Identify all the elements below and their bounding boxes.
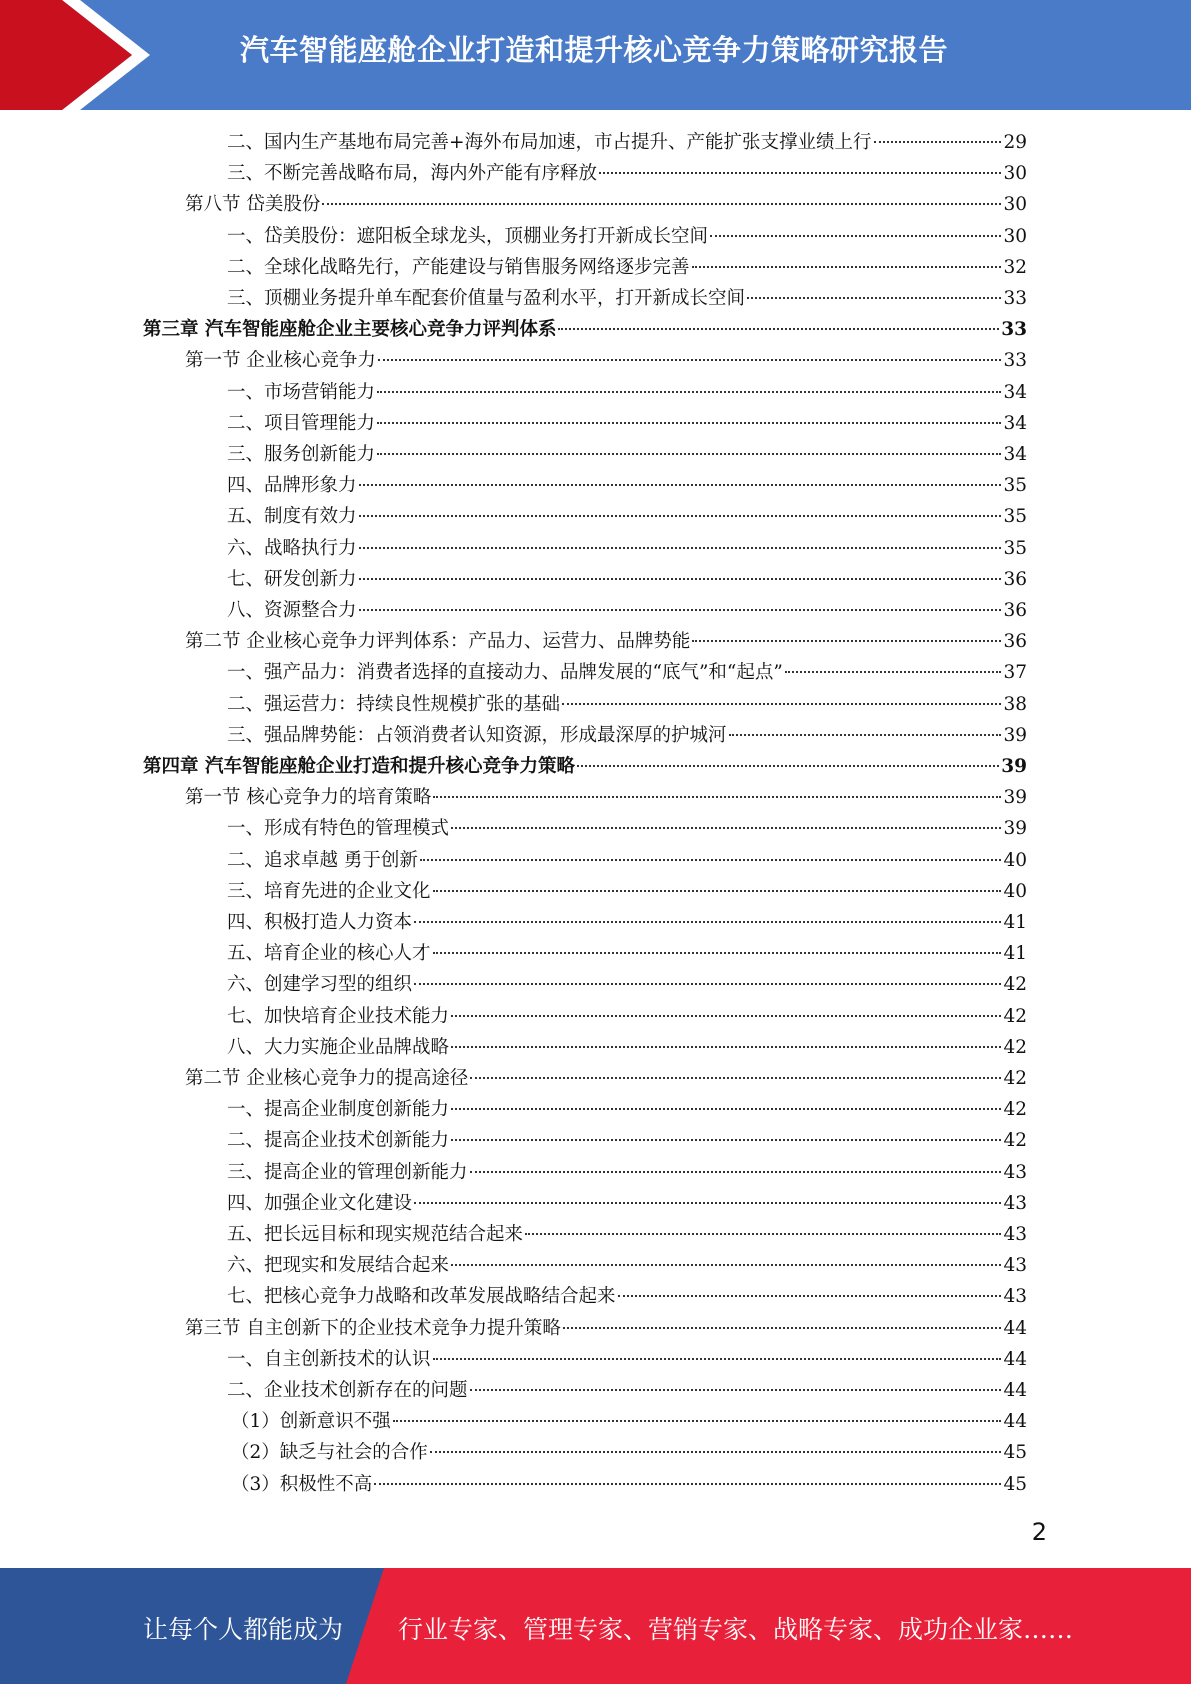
toc-entry[interactable] bbox=[227, 502, 1027, 532]
toc-entry[interactable] bbox=[185, 783, 1027, 813]
toc-entry-page: 34 bbox=[1003, 381, 1027, 403]
toc-dot-leader bbox=[359, 515, 1002, 517]
toc-entry[interactable] bbox=[227, 1002, 1027, 1032]
toc-entry-page: 30 bbox=[1003, 225, 1027, 247]
toc-entry-page: 44 bbox=[1003, 1411, 1027, 1433]
toc-entry-title: 一、市场营销能力 bbox=[227, 381, 376, 403]
toc-entry[interactable] bbox=[227, 565, 1027, 595]
toc-entry-page: 32 bbox=[1003, 256, 1027, 278]
toc-entry-page: 39 bbox=[1001, 756, 1027, 777]
toc-entry-page: 44 bbox=[1003, 1317, 1027, 1339]
toc-entry[interactable] bbox=[227, 721, 1027, 751]
toc-entry-title: 第三章 汽车智能座舱企业主要核心竞争力评判体系 bbox=[143, 319, 557, 341]
toc-dot-leader bbox=[470, 1077, 1001, 1079]
toc-entry-page: 44 bbox=[1003, 1380, 1027, 1401]
toc-entry-page: 42 bbox=[1003, 1130, 1027, 1152]
toc-entry-page: 33 bbox=[1001, 319, 1027, 341]
toc-entry[interactable] bbox=[227, 1126, 1027, 1156]
report-header bbox=[0, 0, 1191, 110]
report-footer bbox=[0, 1568, 1191, 1684]
toc-entry[interactable] bbox=[231, 1438, 1027, 1468]
footer-slogan-left: 让每个人都能成为 bbox=[143, 1615, 344, 1644]
toc-dot-leader bbox=[451, 1264, 1001, 1266]
toc-entry[interactable] bbox=[227, 1345, 1027, 1375]
toc-entry-title: 三、服务创新能力 bbox=[227, 444, 376, 465]
toc-entry-title: 七、加快培育企业技术能力 bbox=[227, 1005, 450, 1027]
toc-dot-leader bbox=[414, 983, 1001, 985]
toc-entry-page: 33 bbox=[1003, 350, 1027, 372]
toc-dot-leader bbox=[562, 703, 1001, 705]
toc-entry-page: 42 bbox=[1003, 1005, 1027, 1027]
toc-entry-title: 一、提高企业制度创新能力 bbox=[227, 1099, 450, 1121]
toc-entry[interactable] bbox=[227, 658, 1027, 688]
toc-entry[interactable] bbox=[227, 534, 1027, 564]
toc-dot-leader bbox=[451, 1046, 1001, 1048]
toc-entry-title: 二、国内生产基地布局完善+海外布局加速，市占提升、产能扩张支撑业绩上行 bbox=[227, 132, 872, 153]
toc-dot-leader bbox=[692, 640, 1001, 642]
toc-entry[interactable] bbox=[227, 596, 1027, 626]
toc-dot-leader bbox=[558, 328, 999, 330]
toc-entry-page: 42 bbox=[1003, 974, 1027, 996]
toc-entry[interactable] bbox=[227, 908, 1027, 938]
toc-entry-title: （1）创新意识不强 bbox=[231, 1411, 391, 1433]
toc-entry[interactable] bbox=[143, 315, 1027, 345]
toc-entry-title: 二、企业技术创新存在的问题 bbox=[227, 1380, 468, 1401]
page-number: 2 bbox=[1031, 1518, 1047, 1546]
toc-dot-leader bbox=[420, 859, 1002, 861]
toc-entry-page: 41 bbox=[1003, 943, 1027, 965]
toc-dot-leader bbox=[322, 203, 1001, 205]
toc-entry-title: 五、把长远目标和现实规范结合起来 bbox=[227, 1224, 524, 1245]
toc-entry-title: 第二节 企业核心竞争力评判体系：产品力、运营力、品牌势能 bbox=[185, 631, 691, 653]
toc-dot-leader bbox=[470, 1389, 1002, 1391]
toc-entry[interactable] bbox=[227, 1376, 1027, 1406]
toc-entry-page: 39 bbox=[1003, 818, 1027, 840]
toc-dot-leader bbox=[433, 796, 1001, 798]
toc-entry-page: 30 bbox=[1003, 194, 1027, 216]
toc-entry-title: 二、全球化战略先行，产能建设与销售服务网络逐步完善 bbox=[227, 256, 690, 278]
toc-entry-title: 一、强产品力：消费者选择的直接动力、品牌发展的“底气”和“起点” bbox=[227, 662, 783, 684]
toc-entry-title: 八、资源整合力 bbox=[227, 600, 357, 621]
toc-entry-page: 39 bbox=[1003, 724, 1027, 746]
toc-dot-leader bbox=[359, 578, 1002, 580]
toc-entry-page: 35 bbox=[1003, 475, 1027, 497]
toc-dot-leader bbox=[563, 1327, 1002, 1329]
toc-entry-title: 第三节 自主创新下的企业技术竞争力提升策略 bbox=[185, 1317, 561, 1339]
toc-dot-leader bbox=[377, 422, 1001, 424]
toc-dot-leader bbox=[692, 266, 1002, 268]
toc-dot-leader bbox=[451, 1015, 1001, 1017]
toc-dot-leader bbox=[710, 235, 1001, 237]
toc-dot-leader bbox=[433, 1358, 1002, 1360]
toc-entry-title: 七、研发创新力 bbox=[227, 568, 357, 590]
toc-dot-leader bbox=[599, 172, 1001, 174]
toc-entry-page: 43 bbox=[1003, 1286, 1027, 1308]
toc-entry-page: 36 bbox=[1003, 600, 1027, 621]
toc-entry-page: 43 bbox=[1003, 1224, 1027, 1245]
toc-entry[interactable] bbox=[227, 1158, 1027, 1188]
toc-entry[interactable] bbox=[227, 471, 1027, 501]
toc-entry[interactable] bbox=[227, 1220, 1027, 1250]
toc-entry-page: 37 bbox=[1003, 662, 1027, 684]
toc-entry[interactable] bbox=[231, 1407, 1027, 1437]
toc-entry[interactable] bbox=[227, 128, 1027, 158]
toc-dot-leader bbox=[729, 734, 1002, 736]
toc-entry-title: 八、大力实施企业品牌战略 bbox=[227, 1036, 450, 1058]
toc-dot-leader bbox=[377, 391, 1001, 393]
toc-entry[interactable] bbox=[227, 409, 1027, 439]
toc-entry-page: 44 bbox=[1003, 1348, 1027, 1370]
toc-entry-title: 二、项目管理能力 bbox=[227, 412, 376, 434]
toc-entry-title: 一、岱美股份：遮阳板全球龙头，顶棚业务打开新成长空间 bbox=[227, 225, 709, 247]
toc-entry[interactable] bbox=[227, 814, 1027, 844]
toc-entry[interactable] bbox=[227, 1189, 1027, 1219]
toc-dot-leader bbox=[451, 827, 1001, 829]
toc-entry-title: 三、提高企业的管理创新能力 bbox=[227, 1161, 468, 1183]
toc-entry-title: 第四章 汽车智能座舱企业打造和提升核心竞争力策略 bbox=[143, 756, 575, 777]
toc-entry[interactable] bbox=[227, 970, 1027, 1000]
toc-entry[interactable] bbox=[227, 690, 1027, 720]
toc-dot-leader bbox=[577, 765, 999, 767]
toc-entry-page: 39 bbox=[1003, 787, 1027, 809]
toc-entry-title: 二、提高企业技术创新能力 bbox=[227, 1130, 450, 1152]
toc-entry[interactable] bbox=[227, 877, 1027, 907]
toc-entry[interactable] bbox=[185, 1064, 1027, 1094]
toc-entry-title: 六、创建学习型的组织 bbox=[227, 974, 413, 996]
toc-entry[interactable] bbox=[227, 378, 1027, 408]
toc-entry[interactable] bbox=[227, 159, 1027, 189]
toc-dot-leader bbox=[433, 890, 1002, 892]
toc-entry-page: 35 bbox=[1003, 506, 1027, 528]
toc-entry-title: 第一节 核心竞争力的培育策略 bbox=[185, 787, 432, 809]
toc-dot-leader bbox=[359, 547, 1002, 549]
toc-dot-leader bbox=[430, 1451, 1002, 1453]
toc-entry-title: （2）缺乏与社会的合作 bbox=[231, 1442, 428, 1464]
toc-dot-leader bbox=[451, 1108, 1001, 1110]
toc-entry-page: 40 bbox=[1003, 880, 1027, 902]
toc-entry-title: 三、培育先进的企业文化 bbox=[227, 880, 431, 902]
toc-entry-page: 29 bbox=[1003, 132, 1027, 153]
toc-entry-page: 42 bbox=[1003, 1036, 1027, 1058]
toc-entry[interactable] bbox=[185, 1314, 1027, 1344]
toc-entry-page: 30 bbox=[1003, 163, 1027, 185]
toc-entry-page: 35 bbox=[1003, 537, 1027, 559]
toc-entry[interactable] bbox=[231, 1470, 1027, 1500]
toc-dot-leader bbox=[414, 1202, 1001, 1204]
toc-dot-leader bbox=[393, 1420, 1002, 1422]
toc-entry-title: 五、培育企业的核心人才 bbox=[227, 943, 431, 965]
toc-entry-page: 41 bbox=[1003, 912, 1027, 933]
toc-entry-page: 40 bbox=[1003, 849, 1027, 871]
toc-entry[interactable] bbox=[185, 627, 1027, 657]
toc-entry-title: （3）积极性不高 bbox=[231, 1473, 373, 1495]
toc-entry[interactable] bbox=[227, 846, 1027, 876]
toc-entry[interactable] bbox=[227, 1095, 1027, 1125]
toc-entry-page: 38 bbox=[1003, 693, 1027, 715]
toc-entry-title: 第八节 岱美股份 bbox=[185, 194, 321, 216]
toc-entry-title: 七、把核心竞争力战略和改革发展战略结合起来 bbox=[227, 1286, 616, 1308]
toc-dot-leader bbox=[618, 1295, 1002, 1297]
toc-entry-title: 二、强运营力：持续良性规模扩张的基础 bbox=[227, 693, 561, 715]
toc-entry-page: 45 bbox=[1003, 1473, 1027, 1495]
toc-entry-title: 第二节 企业核心竞争力的提高途径 bbox=[185, 1068, 469, 1089]
toc-dot-leader bbox=[785, 671, 1002, 673]
toc-dot-leader bbox=[451, 1139, 1001, 1141]
toc-dot-leader bbox=[874, 141, 1002, 143]
toc-entry-title: 四、品牌形象力 bbox=[227, 475, 357, 497]
toc-entry-title: 三、不断完善战略布局，海内外产能有序释放 bbox=[227, 163, 598, 185]
toc-dot-leader bbox=[525, 1233, 1001, 1235]
toc-entry-title: 第一节 企业核心竞争力 bbox=[185, 350, 376, 372]
toc-dot-leader bbox=[470, 1171, 1002, 1173]
toc-entry-page: 45 bbox=[1003, 1442, 1027, 1464]
toc-entry-page: 42 bbox=[1003, 1068, 1027, 1089]
toc-entry[interactable] bbox=[227, 440, 1027, 470]
toc-entry[interactable] bbox=[227, 284, 1027, 314]
toc-entry-title: 一、形成有特色的管理模式 bbox=[227, 818, 450, 840]
toc-entry[interactable] bbox=[227, 253, 1027, 283]
toc-entry-page: 36 bbox=[1003, 631, 1027, 653]
toc-dot-leader bbox=[747, 297, 1001, 299]
toc-entry-title: 五、制度有效力 bbox=[227, 506, 357, 528]
toc-entry-title: 二、追求卓越 勇于创新 bbox=[227, 849, 418, 871]
toc-entry-page: 33 bbox=[1003, 288, 1027, 309]
toc-dot-leader bbox=[359, 484, 1002, 486]
toc-entry[interactable] bbox=[227, 222, 1027, 252]
report-title: 汽车智能座舱企业打造和提升核心竞争力策略研究报告 bbox=[240, 33, 949, 67]
toc-entry-page: 43 bbox=[1003, 1161, 1027, 1183]
toc-entry[interactable] bbox=[143, 752, 1027, 782]
toc-dot-leader bbox=[378, 359, 1002, 361]
toc-dot-leader bbox=[359, 609, 1002, 611]
toc-entry[interactable] bbox=[227, 1251, 1027, 1281]
toc-entry-title: 六、战略执行力 bbox=[227, 537, 357, 559]
toc-entry-page: 34 bbox=[1003, 412, 1027, 434]
footer-slogan-right: 行业专家、管理专家、营销专家、战略专家、成功企业家…… bbox=[398, 1615, 1074, 1644]
toc-entry-title: 四、加强企业文化建设 bbox=[227, 1192, 413, 1214]
toc-dot-leader bbox=[377, 453, 1001, 455]
toc-entry-title: 六、把现实和发展结合起来 bbox=[227, 1255, 450, 1277]
toc-dot-leader bbox=[374, 1483, 1001, 1485]
toc-entry[interactable] bbox=[185, 190, 1027, 220]
toc-entry-title: 一、自主创新技术的认识 bbox=[227, 1348, 431, 1370]
toc-entry-page: 42 bbox=[1003, 1099, 1027, 1121]
toc-entry[interactable] bbox=[227, 1033, 1027, 1063]
toc-entry[interactable] bbox=[185, 346, 1027, 376]
toc-entry-page: 43 bbox=[1003, 1192, 1027, 1214]
toc-entry-title: 三、强品牌势能：占领消费者认知资源，形成最深厚的护城河 bbox=[227, 724, 727, 746]
toc-dot-leader bbox=[414, 921, 1001, 923]
toc-entry-title: 四、积极打造人力资本 bbox=[227, 912, 413, 933]
toc-entry[interactable] bbox=[227, 1282, 1027, 1312]
toc-entry-page: 43 bbox=[1003, 1255, 1027, 1277]
toc-dot-leader bbox=[433, 952, 1002, 954]
toc-entry[interactable] bbox=[227, 939, 1027, 969]
toc-entry-page: 34 bbox=[1003, 444, 1027, 465]
toc-entry-title: 三、顶棚业务提升单车配套价值量与盈利水平，打开新成长空间 bbox=[227, 288, 746, 309]
toc-entry-page: 36 bbox=[1003, 568, 1027, 590]
